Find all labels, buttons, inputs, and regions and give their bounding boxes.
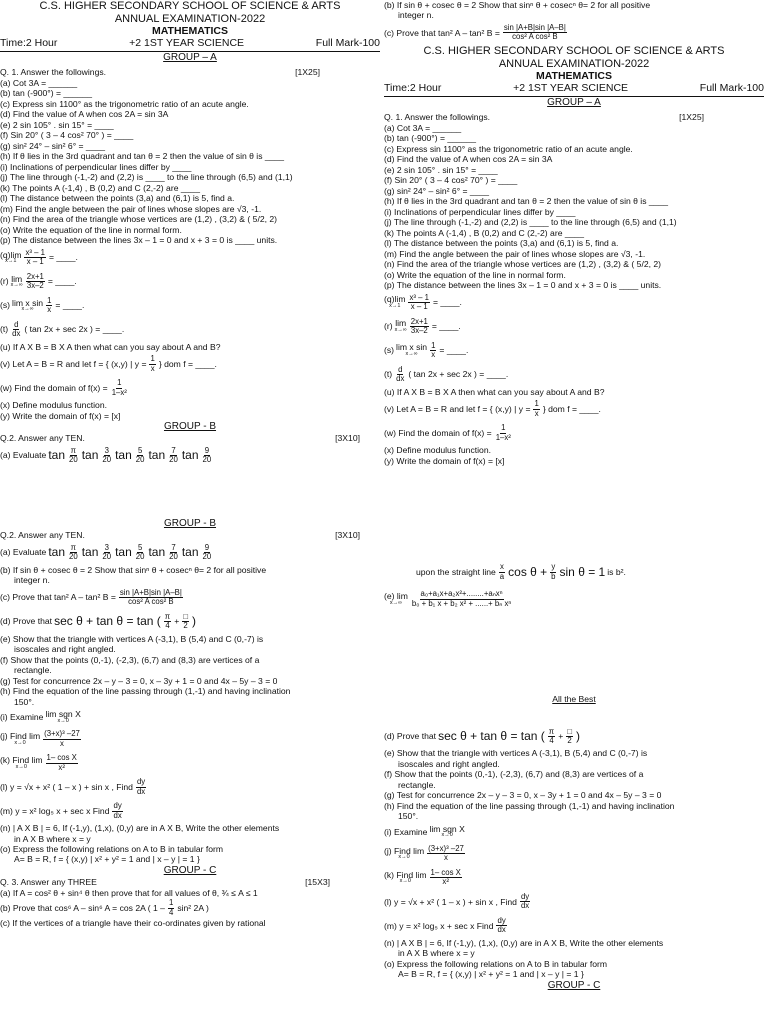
q1-item-v: (v) Let A = B = R and let f = { (x,y) | y = $\frac{1}{x}$ } dom f = ____. bbox=[384, 399, 601, 418]
school-name: C.S. HIGHER SECONDARY SCHOOL OF SCIENCE & ARTS bbox=[423, 44, 725, 57]
q2-item-a: (a) Evaluate tan $\frac{\pi}{20}$ tan $\frac{3}{20}$ tan $\frac{5}{20}$ tan $\frac{7}{20}$ tan $\frac{9}{20}$ bbox=[0, 543, 212, 562]
q1-item-t: (t) $\frac{d}{dx}$ ( tan 2x + sec 2x ) = ____. bbox=[384, 364, 509, 384]
q1-item: (a) Cot 3A = ______ bbox=[384, 122, 462, 133]
bottom-left-sheet bbox=[0, 512, 380, 929]
subject-title: MATHEMATICS bbox=[151, 25, 229, 38]
q1-item: (n) Find the area of the triangle whose vertices are (1,2) , (3,2) & ( 5/2, 2) bbox=[384, 259, 662, 270]
q1-item: (b) tan (-900°) = ______ bbox=[384, 133, 477, 144]
q2-item-d: (d) Prove that sec θ + tan θ = tan ( $\frac{\pi}{4}$ + $\frac{□}{2}$ ) bbox=[0, 611, 196, 631]
class-label: +2 1ST YEAR SCIENCE bbox=[129, 37, 245, 50]
q2-item-g: (g) Test for concurrence 2x – y – 3 = 0, x – 3y + 1 = 0 and 4x – 5y – 3 = 0 bbox=[384, 790, 662, 801]
q2-item-h-cont: 150°. bbox=[14, 696, 35, 707]
group-b-title: GROUP - B bbox=[163, 518, 217, 529]
q3-item-c: (c) If the vertices of a triangle have their co-ordinates given by rational bbox=[0, 918, 266, 929]
q1-item: (i) Inclinations of perpendicular lines differ by ____ bbox=[384, 206, 576, 217]
subject-title: MATHEMATICS bbox=[535, 70, 613, 83]
exam-info-row: Time:2 Hour +2 1ST YEAR SCIENCE Full Mark-100 bbox=[384, 82, 764, 97]
q1-item: (p) The distance between the lines 3x – 1 = 0 and x + 3 = 0 is ____ units. bbox=[0, 235, 278, 246]
q1-item-s: (s) lim x sin x→∞ $\frac{1}{x}$ = ____. bbox=[0, 295, 85, 315]
q1-item: (g) sin² 24° – sin² 6° = ____ bbox=[0, 140, 106, 151]
q2-item-j: (j) Find lim x→0 $\frac{\text{(3+x)³ –27}}{x}$ bbox=[0, 729, 80, 748]
q1-item: (m) Find the angle between the pair of lines whose slopes are √3, -1. bbox=[0, 203, 262, 214]
marks-label: Full Mark-100 bbox=[315, 37, 380, 50]
q2-item-o-cont: A= B = R, f = { (x,y) | x² + y² = 1 and | x – y | = 1 } bbox=[14, 854, 200, 865]
q1-item-u: (u) If A X B = B X A then what can you say about A and B? bbox=[384, 386, 605, 397]
bottom-right-sheet bbox=[384, 512, 764, 992]
top-left-sheet bbox=[0, 0, 380, 468]
q2-item-c: (c) Prove that tan² A – tan² B = $\frac{\sin |A+B|\sin |A-B|}{\text{cos² A cos² B}}$ bbox=[384, 23, 566, 42]
q3-item-b: (b) Prove that cos⁶ A – sin⁶ A = cos 2A ( 1 – $\frac{1}{4}$ sin² 2A ) bbox=[0, 898, 209, 917]
time-label: Time:2 Hour bbox=[0, 37, 58, 50]
question-1-header bbox=[0, 67, 380, 77]
q1-item: (a) Cot 3A = ______ bbox=[0, 77, 78, 88]
q1-item: (m) Find the angle between the pair of lines whose slopes are √3, -1. bbox=[384, 248, 646, 259]
q1-item-u: (u) If A X B = B X A then what can you say about A and B? bbox=[0, 341, 221, 352]
question-3-header: Q. 3. Answer any THREE [15X3] bbox=[0, 877, 330, 888]
q2-item-h: (h) Find the equation of the line passing through (1,-1) and having inclination bbox=[0, 686, 291, 697]
q1-item-t: (t) $\frac{d}{dx}$ ( tan 2x + sec 2x ) = ____. bbox=[0, 319, 125, 339]
q1-item: (j) The line through (-1,-2) and (2,2) is ____ to the line through (6,5) and (1,1) bbox=[384, 217, 677, 228]
group-c-title: GROUP - C bbox=[163, 864, 217, 876]
q1-item: (i) Inclinations of perpendicular lines differ by ____ bbox=[0, 161, 192, 172]
q1-item-w: (w) Find the domain of f(x) = $\frac{1}{\text{1–x²}}$ bbox=[0, 378, 127, 397]
question-1-label: Q. 1. Answer the followings. bbox=[0, 67, 107, 78]
q1-item: (o) Write the equation of the line in normal form. bbox=[384, 269, 566, 280]
q1-item: (h) If θ lies in the 3rd quadrant and tan θ = 2 then the value of sin θ is ____ bbox=[0, 151, 285, 162]
q1-item: (l) The distance between the points (3,a) and (6,1) is 5, find a. bbox=[384, 238, 619, 249]
q1-item: (k) The points A (-1,4) , B (0,2) and C (2,-2) are ____ bbox=[0, 182, 200, 193]
q2-item-g: (g) Test for concurrence 2x – y – 3 = 0, x – 3y + 1 = 0 and 4x – 5y – 3 = 0 bbox=[0, 675, 278, 686]
q2-item-f: (f) Show that the points (0,-1), (-2,3), (6,7) and (8,3) are vertices of a bbox=[0, 654, 260, 665]
school-name: C.S. HIGHER SECONDARY SCHOOL OF SCIENCE & ARTS bbox=[39, 0, 341, 12]
q1-item-w: (w) Find the domain of f(x) = $\frac{1}{\text{1–x²}}$ bbox=[384, 423, 511, 442]
q1-item-r: (r) lim x→∞ $\frac{2x+1}{3x-2}$ = ____. bbox=[384, 316, 461, 336]
q2-item-b: (b) If sin θ + cosec θ = 2 Show that sinⁿ θ + cosecⁿ θ= 2 for all positive bbox=[384, 0, 651, 10]
q1-item: (f) Sin 20° ( 3 – 4 cos² 70° ) = ____ bbox=[384, 175, 518, 186]
q2-item-l: (l) y = √x + x² ( 1 – x ) + sin x , Find $\frac{dy}{dx}$ bbox=[0, 777, 146, 796]
q1-item: (e) 2 sin 105° . sin 15° = ____ bbox=[0, 119, 114, 130]
q2-item-f: (f) Show that the points (0,-1), (-2,3), (6,7) and (8,3) are vertices of a bbox=[384, 769, 644, 780]
q2-item-j: (j) Find lim x→0 $\frac{\text{(3+x)³ –27}}{x}$ bbox=[384, 844, 464, 863]
q1-item-v: (v) Let A = B = R and let f = { (x,y) | y = $\frac{1}{x}$ } dom f = ____. bbox=[0, 354, 217, 373]
q1-item: (g) sin² 24° – sin² 6° = ____ bbox=[384, 185, 490, 196]
q1-item-y: (y) Write the domain of f(x) = [x] bbox=[0, 410, 121, 421]
q1-item: (o) Write the equation of the line in normal form. bbox=[0, 224, 182, 235]
q2-item-o-cont: A= B = R, f = { (x,y) | x² + y² = 1 and | x – y | = 1 } bbox=[398, 969, 584, 980]
q1-item: (f) Sin 20° ( 3 – 4 cos² 70° ) = ____ bbox=[0, 130, 134, 141]
exam-info-row bbox=[0, 37, 380, 52]
q1-item: (h) If θ lies in the 3rd quadrant and tan θ = 2 then the value of sin θ is ____ bbox=[384, 196, 669, 207]
question-1-header: Q. 1. Answer the followings. [1X25] bbox=[384, 112, 704, 123]
q1-item: (l) The distance between the points (3,a) and (6,1) is 5, find a. bbox=[0, 193, 235, 204]
q2-item-f-cont: rectangle. bbox=[14, 665, 52, 676]
q2-item-n: (n) | A X B | = 6, If (-1,y), (1,x), (0,y) are in A X B, Write the other elements bbox=[384, 937, 664, 948]
q3-item-e: (e) lim x→∞ $\frac{\text{a₀+a₁x+a₂x²+........+aₙxⁿ}}{\text{b₀ + b₁ x + b₂ x² + ......+ bₙ xⁿ}}$ bbox=[384, 589, 512, 608]
q2-item-h-cont: 150°. bbox=[398, 811, 419, 822]
q2-item-e: (e) Show that the triangle with vertices A (-3,1), B (5,4) and C (0,-7) is bbox=[384, 748, 648, 759]
q2-item-o: (o) Express the following relations on A to B in tabular form bbox=[384, 958, 608, 969]
top-right-sheet bbox=[384, 0, 764, 466]
group-a-title: GROUP – A bbox=[547, 97, 601, 109]
q2-item-e-cont: isoscales and right angled. bbox=[14, 644, 116, 655]
q1-item: (c) Express sin 1100° as the trigonometric ratio of an acute angle. bbox=[0, 98, 249, 109]
closing-message: All the Best bbox=[552, 694, 596, 704]
q2-item-b-cont: integer n. bbox=[398, 10, 434, 21]
q1-item-y: (y) Write the domain of f(x) = [x] bbox=[384, 455, 505, 466]
q1-item: (p) The distance between the lines 3x – 1 = 0 and x + 3 = 0 is ____ units. bbox=[384, 280, 662, 291]
question-1-marks: [1X25] bbox=[295, 67, 320, 78]
q2-item-m: (m) y = x² log₅ x + sec x Find $\frac{dy}{dx}$ bbox=[384, 916, 506, 935]
q3-item-d-cont: upon the straight line $\frac{x}{a}$ cos θ + $\frac{y}{b}$ sin θ = 1 is b². bbox=[416, 562, 626, 581]
q1-item-q: (q)lim x→1 $\frac{\text{x³ – 1}}{x - 1}$ = ____. bbox=[0, 247, 78, 267]
q2-item-n-cont: in A X B where x = y bbox=[14, 833, 91, 844]
q2-item-c: (c) Prove that tan² A – tan² B = $\frac{\sin |A+B|\sin |A-B|}{\text{cos² A cos² B}}$ bbox=[0, 587, 182, 607]
q1-item: (d) Find the value of A when cos 2A = sin 3A bbox=[384, 154, 553, 165]
q2-item-k: (k) Find lim x→0 $\frac{\text{1– cos X}}{\text{x²}}$ bbox=[0, 753, 77, 772]
group-a-title: GROUP – A bbox=[163, 52, 217, 64]
q1-item-x: (x) Define modulus function. bbox=[384, 445, 491, 456]
q1-item-s: (s) lim x sin x→∞ $\frac{1}{x}$ = ____. bbox=[384, 340, 469, 360]
q1-item: (e) 2 sin 105° . sin 15° = ____ bbox=[384, 164, 498, 175]
q2-item-i: (i) Examine lim sgn X x→0 bbox=[0, 708, 81, 724]
q1-item: (c) Express sin 1100° as the trigonometric ratio of an acute angle. bbox=[384, 143, 633, 154]
group-b-title: GROUP - B bbox=[163, 421, 217, 433]
q2-item-e: (e) Show that the triangle with vertices A (-3,1), B (5,4) and C (0,-7) is bbox=[0, 633, 264, 644]
q2-item-b: (b) If sin θ + cosec θ = 2 Show that sinⁿ θ + cosecⁿ θ= 2 for all positive bbox=[0, 564, 267, 575]
q2-item-b-cont: integer n. bbox=[14, 575, 50, 586]
q2-item-n-cont: in A X B where x = y bbox=[398, 948, 475, 959]
q1-item: (j) The line through (-1,-2) and (2,2) is ____ to the line through (6,5) and (1,1) bbox=[0, 172, 293, 183]
question-2-header: Q.2. Answer any TEN. [3X10] bbox=[0, 530, 360, 541]
q1-item: (b) tan (-900°) = ______ bbox=[0, 88, 93, 99]
group-c-title: GROUP - C bbox=[547, 979, 601, 991]
q2-item-f-cont: rectangle. bbox=[398, 779, 436, 790]
q2-item-k: (k) Find lim x→0 $\frac{\text{1– cos X}}{\text{x²}}$ bbox=[384, 868, 461, 887]
q2-item-o: (o) Express the following relations on A to B in tabular form bbox=[0, 844, 224, 854]
q1-item: (n) Find the area of the triangle whose vertices are (1,2) , (3,2) & ( 5/2, 2) bbox=[0, 214, 278, 225]
question-2-header: Q.2. Answer any TEN. [3X10] bbox=[0, 433, 360, 444]
exam-name: ANNUAL EXAMINATION-2022 bbox=[114, 12, 266, 25]
q2-item-d: (d) Prove that sec θ + tan θ = tan ( $\frac{\pi}{4}$ + $\frac{□}{2}$ ) bbox=[384, 726, 580, 745]
q2-item-m: (m) y = x² log₅ x + sec x Find $\frac{dy}{dx}$ bbox=[0, 801, 122, 820]
q2-item-n: (n) | A X B | = 6, If (-1,y), (1,x), (0,y) are in A X B, Write the other elements bbox=[0, 823, 280, 834]
q2-item-i: (i) Examine lim sgn X x→0 bbox=[384, 823, 465, 839]
q2-item-a: (a) Evaluate tan $\frac{\pi}{20}$ tan $\frac{3}{20}$ tan $\frac{5}{20}$ tan $\frac{7}{20}$ tan $\frac{9}{20}$ bbox=[0, 446, 212, 465]
q1-item-x: (x) Define modulus function. bbox=[0, 400, 107, 411]
exam-name: ANNUAL EXAMINATION-2022 bbox=[498, 57, 650, 70]
q1-item-r: (r) lim x→∞ $\frac{2x+1}{3x-2}$ = ____. bbox=[0, 271, 77, 291]
q1-item-q: (q)lim x→1 $\frac{\text{x³ – 1}}{x - 1}$ = ____. bbox=[384, 292, 462, 312]
q2-item-e-cont: isoscales and right angled. bbox=[398, 758, 500, 769]
q2-item-l: (l) y = √x + x² ( 1 – x ) + sin x , Find $\frac{dy}{dx}$ bbox=[384, 892, 530, 911]
q1-item: (d) Find the value of A when cos 2A = sin 3A bbox=[0, 109, 169, 120]
q3-item-a: (a) If A = cos² θ + sin⁴ θ then prove that for all values of θ, ¾ ≤ A ≤ 1 bbox=[0, 887, 258, 898]
q2-item-h: (h) Find the equation of the line passing through (1,-1) and having inclination bbox=[384, 800, 675, 811]
q1-item: (k) The points A (-1,4) , B (0,2) and C (2,-2) are ____ bbox=[384, 227, 584, 238]
